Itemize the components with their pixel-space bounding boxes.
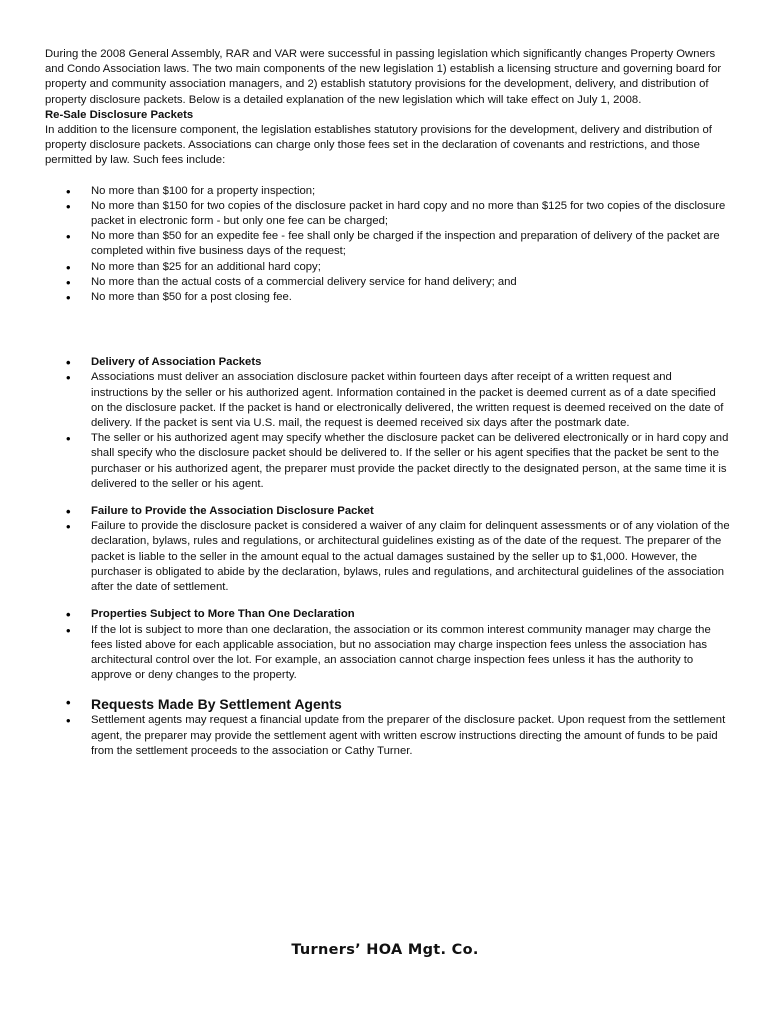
list-item: • If the lot is subject to more than one declaration, the association or its common interest community manager may charge the fees listed above for each applicable association, but no association may charge inspection fees unless the association has architectural control over the lot. For example, an association cannot charge inspection fees unless it has the authority to approve or deny changes to the property.: [45, 623, 730, 684]
settlement-heading: • Requests Made By Settlement Agents: [45, 695, 730, 713]
list-item: • The seller or his authorized agent may specify whether the disclosure packet can be delivered electronically or in hard copy and shall specify who the disclosure packet should be delivered to. If the seller or his agent specifies that the packet be sent to the purchaser or his authorized agent, the preparer must provide the packet directly to the designated person, at the same time it is delivered to the seller or his agent.: [45, 431, 730, 492]
resale-paragraph: In addition to the licensure component, the legislation establishes statutory provisions for the development, delivery and distribution of property disclosure packets. Associations can charge only those fees set in the declaration of covenants and restrictions, and those permitted by law. Such fees include:: [45, 124, 712, 167]
fee-list: [45, 184, 730, 306]
multiple-declaration-heading: • Properties Subject to More Than One Declaration: [45, 607, 730, 622]
document-body: [45, 47, 730, 759]
resale-heading: Re-Sale Disclosure Packets: [45, 108, 194, 121]
multiple-declaration-section: [45, 607, 730, 683]
company-footer: Turners’ HOA Mgt. Co.: [291, 942, 479, 958]
list-item: • No more than $25 for an additional hard copy;: [45, 260, 730, 275]
list-item: • Failure to provide the disclosure packet is considered a waiver of any claim for delinquent assessments or of any violation of the declaration, bylaws, rules and regulations, or architectural guidelines existing as of the date of the request. The preparer of the packet is liable to the seller in the amount equal to the actual damages sustained by the seller up to $1,000. However, the purchaser is obligated to abide by the declaration, bylaws, rules and regulations, and architectural guidelines of the association after the date of settlement.: [45, 519, 730, 595]
list-item: • No more than $50 for an expedite fee - fee shall only be charged if the inspection and preparation of delivery of the packet are completed within five business days of the request;: [45, 229, 730, 259]
list-item: • Settlement agents may request a financial update from the preparer of the disclosure packet. Upon request from the settlement agent, the preparer may provide the settlement agent with written escrow instructions directing the amount of funds to be paid from the settlement proceeds to the association or Cathy Turner.: [45, 713, 730, 759]
list-item: • No more than $100 for a property inspection;: [45, 184, 730, 199]
list-item: • No more than the actual costs of a commercial delivery service for hand delivery; and: [45, 275, 730, 290]
intro-paragraph: During the 2008 General Assembly, RAR and VAR were successful in passing legislation which significantly changes Property Owners and Condo Association laws. The two main components of the new legislation 1) establish a licensing structure and governing board for property and community association managers, and 2) establish statutory provisions for the development, delivery, and distribution of property disclosure packets. Below is a detailed explanation of the new legislation which will take effect on July 1, 2008.: [45, 48, 722, 106]
failure-section: [45, 504, 730, 595]
failure-heading: • Failure to Provide the Association Disclosure Packet: [45, 504, 730, 519]
delivery-heading: • Delivery of Association Packets: [45, 355, 730, 370]
list-item: • No more than $50 for a post closing fee.: [45, 290, 730, 305]
delivery-section: [45, 355, 730, 492]
list-item: • No more than $150 for two copies of the disclosure packet in hard copy and no more than $125 for two copies of the disclosure packet in electronic form - but only one fee can be charged;: [45, 199, 730, 229]
settlement-section: [45, 695, 730, 759]
list-item: • Associations must deliver an association disclosure packet within fourteen days after receipt of a written request and instructions by the seller or his authorized agent. Information contained in the packet is deemed current as of a date specified on the disclosure packet. If the packet is hand or electronically delivered, the written request is deemed received on the date of delivery. If the packet is sent via U.S. mail, the request is deemed received six days after the postmark date.: [45, 370, 730, 431]
